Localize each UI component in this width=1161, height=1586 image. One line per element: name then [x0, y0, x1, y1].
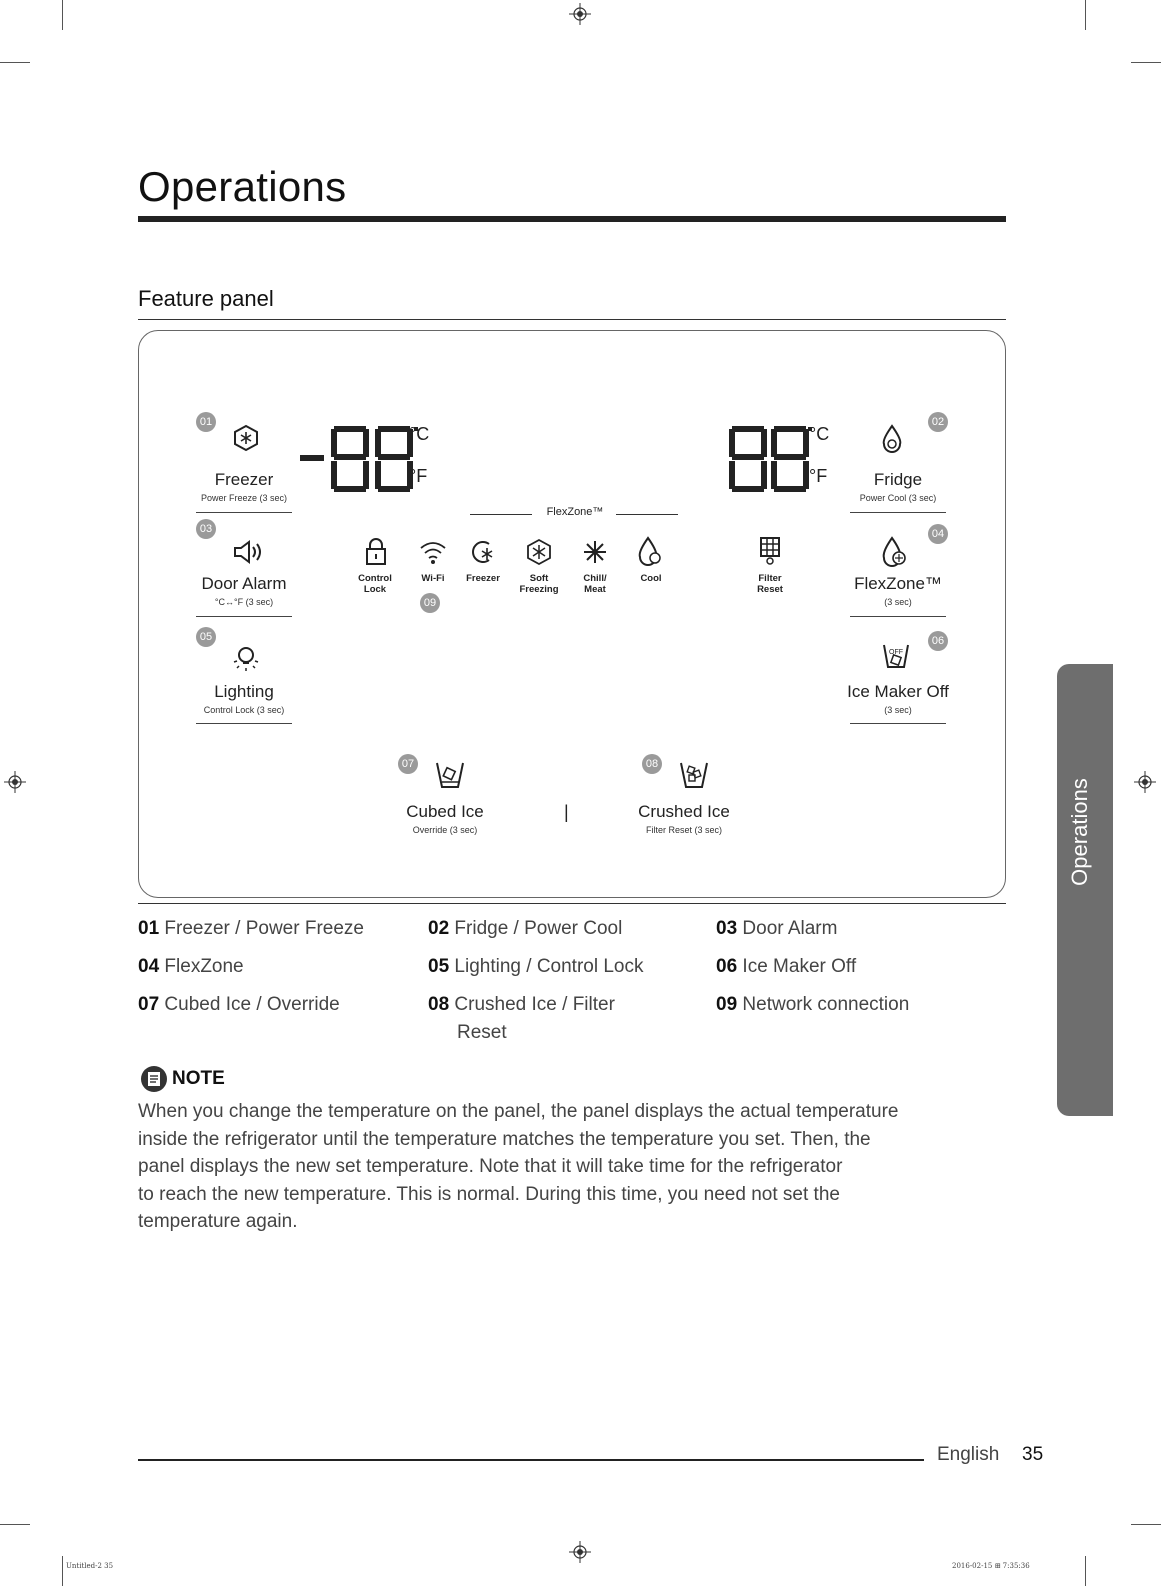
crop-mark [62, 1556, 63, 1586]
flexzone-rule-left [470, 514, 532, 515]
registration-mark-icon [4, 771, 26, 793]
indicator-label-freezer: Freezer [466, 573, 500, 584]
legend-item-05: 05 Lighting / Control Lock [428, 956, 644, 977]
registration-mark-icon [569, 3, 591, 25]
badge-07: 07 [398, 754, 418, 774]
title-rule [138, 216, 1006, 222]
freezer-button-label[interactable]: Freezer [214, 470, 274, 489]
fridge-button-sub: Power Cool (3 sec) [859, 493, 937, 503]
badge-06: 06 [928, 631, 948, 651]
legend-item-04: 04 FlexZone [138, 956, 244, 977]
crushed-ice-button-sub: Filter Reset (3 sec) [645, 825, 723, 835]
freezer-snowflake-icon[interactable] [232, 424, 260, 452]
cubed-ice-button-sub: Override (3 sec) [412, 825, 478, 835]
door-alarm-underline [196, 616, 292, 617]
legend-item-09: 09 Network connection [716, 994, 910, 1015]
legend-item-06: 06 Ice Maker Off [716, 956, 857, 977]
badge-05: 05 [196, 627, 216, 647]
registration-mark-icon [1134, 771, 1156, 793]
wifi-icon [419, 539, 447, 565]
lock-icon [364, 537, 388, 567]
badge-08: 08 [642, 754, 662, 774]
lighting-button-label[interactable]: Lighting [214, 682, 274, 701]
registration-mark-icon [569, 1541, 591, 1563]
filter-reset-icon [758, 536, 782, 566]
page-number: 35 [1022, 1444, 1044, 1465]
soft-freezing-icon [526, 538, 552, 566]
crop-mark [0, 62, 30, 63]
indicator-label-filter-reset: Filter Reset [757, 573, 783, 595]
note-line: temperature again. [138, 1211, 298, 1232]
note-line: inside the refrigerator until the temperature matches the temperature you set. Then, the [138, 1128, 871, 1150]
crop-mark [62, 0, 63, 30]
footer-language: English [937, 1444, 1000, 1465]
badge-09: 09 [420, 593, 440, 613]
flexzone-icon[interactable] [880, 536, 908, 568]
side-tab-label: Operations [1067, 778, 1092, 886]
door-alarm-button-sub: °C↔°F (3 sec) [214, 597, 274, 607]
feature-panel [138, 330, 1006, 898]
indicator-label-chill-meat: Chill/ Meat [583, 573, 607, 595]
flexzone-rule-right [616, 514, 678, 515]
note-line: panel displays the new set temperature. Note that it will take time for the refrigerator [138, 1156, 843, 1177]
flexzone-label: FlexZone™ [546, 506, 604, 518]
freezer-temperature-display [300, 425, 422, 493]
crushed-ice-icon[interactable] [678, 760, 710, 790]
note-text [138, 1098, 1018, 1236]
flexzone-underline [850, 616, 946, 617]
freezer-unit-f: °F [409, 466, 428, 486]
freezer-button-sub: Power Freeze (3 sec) [200, 493, 288, 503]
freezer-unit-c: °C [409, 424, 430, 444]
footer-rule [138, 1459, 924, 1461]
crushed-ice-button-label[interactable]: Crushed Ice [638, 802, 730, 821]
crop-mark [1085, 1556, 1086, 1586]
ice-maker-off-button-sub: (3 sec) [884, 705, 912, 715]
lighting-bulb-icon[interactable] [231, 644, 261, 674]
indicator-label-wifi: Wi-Fi [421, 573, 445, 584]
chill-meat-icon [580, 537, 610, 567]
lighting-button-sub: Control Lock (3 sec) [203, 705, 285, 715]
flexzone-button-sub: (3 sec) [884, 597, 912, 607]
note-icon [140, 1065, 168, 1093]
note-title: NOTE [172, 1068, 225, 1089]
door-alarm-speaker-icon[interactable] [231, 538, 265, 566]
fridge-button-label[interactable]: Fridge [873, 470, 923, 489]
legend-item-01: 01 Freezer / Power Freeze [138, 918, 364, 939]
freezer-underline [196, 512, 292, 513]
indicator-label-cool: Cool [640, 573, 662, 584]
badge-01: 01 [196, 412, 216, 432]
fridge-unit-c: °C [809, 424, 830, 444]
cool-icon [637, 536, 663, 566]
note-line: When you change the temperature on the panel, the panel displays the actual temperature [138, 1101, 899, 1122]
ice-maker-off-icon[interactable] [880, 641, 912, 671]
legend-item-03: 03 Door Alarm [716, 918, 838, 939]
cubed-ice-icon[interactable] [434, 760, 466, 790]
slug-right: 2016-02-15 ⊞ 7:35:36 [952, 1562, 1030, 1570]
ice-separator: | [564, 802, 569, 822]
badge-02: 02 [928, 412, 948, 432]
ice-maker-off-underline [850, 723, 946, 724]
crop-mark [1131, 62, 1161, 63]
legend-item-08: 08 Crushed Ice / Filter Reset [428, 994, 615, 1043]
section-title: Feature panel [138, 286, 274, 311]
page-title: Operations [138, 163, 347, 210]
svg-text:OFF: OFF [889, 649, 903, 656]
badge-04: 04 [928, 524, 948, 544]
crop-mark [1131, 1524, 1161, 1525]
fridge-temperature-display [728, 425, 814, 493]
crop-mark [0, 1524, 30, 1525]
legend-item-02: 02 Fridge / Power Cool [428, 918, 623, 939]
section-rule [138, 319, 1006, 320]
crop-mark [1085, 0, 1086, 30]
legend-rule [138, 903, 1006, 904]
ice-maker-off-button-label[interactable]: Ice Maker Off [847, 682, 949, 701]
cubed-ice-button-label[interactable]: Cubed Ice [406, 802, 484, 821]
flexzone-button-label[interactable]: FlexZone™ [854, 574, 942, 593]
fridge-drop-icon[interactable] [880, 424, 904, 454]
badge-03: 03 [196, 519, 216, 539]
indicator-label-control-lock: Control Lock [358, 573, 392, 595]
legend-item-07: 07 Cubed Ice / Override [138, 994, 340, 1015]
freezer-mode-icon [469, 538, 497, 566]
door-alarm-button-label[interactable]: Door Alarm [201, 574, 287, 593]
indicator-label-soft-freezing: Soft Freezing [519, 573, 559, 595]
note-line: to reach the new temperature. This is normal. During this time, you need not set the [138, 1183, 840, 1205]
fridge-underline [850, 512, 946, 513]
lighting-underline [196, 723, 292, 724]
fridge-unit-f: °F [809, 466, 828, 486]
slug-left: Untitled-2 35 [66, 1562, 114, 1570]
